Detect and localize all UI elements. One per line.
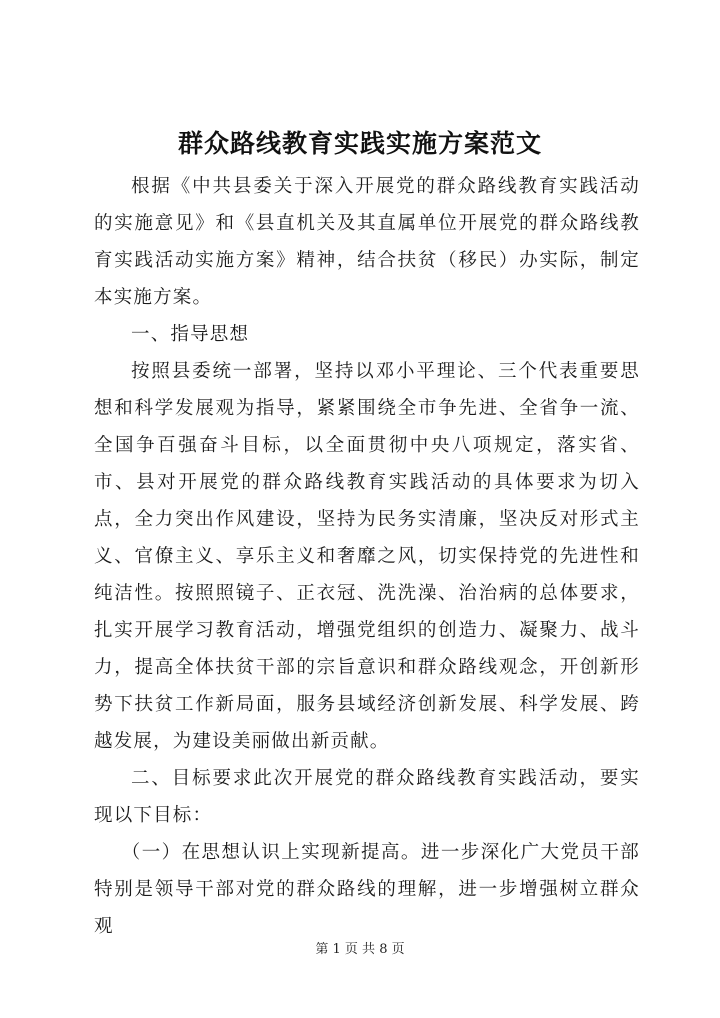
section-heading-goals: 二、目标要求此次开展党的群众路线教育实践活动，要实现以下目标： — [94, 768, 640, 826]
section-heading-guiding-ideology: 一、指导思想 — [131, 324, 250, 345]
document-title: 群众路线教育实践实施方案范文 — [177, 129, 542, 158]
paragraph-intro: 根据《中共县委关于深入开展党的群众路线教育实践活动的实施意见》和《县直机关及其直属单位开展党的群众路线教育实践活动实施方案》精神，结合扶贫（移民）办实际，制定本实施方案。 — [94, 176, 640, 308]
document-body — [94, 168, 640, 945]
paragraph-guiding-ideology: 按照县委统一部署，坚持以邓小平理论、三个代表重要思想和科学发展观为指导，紧紧围绕全市争先进、全省争一流、全国争百强奋斗目标，以全面贯彻中央八项规定，落实省、市、县对开展党的群众路线教育实践活动的具体要求为切入点，全力突出作风建设，坚持为民务实清廉，坚决反对形式主义、官僚主义、享乐主义和奢靡之风，切实保持党的先进性和纯洁性。按照照镜子、正衣冠、洗洗澡、治治病的总体要求，扎实开展学习教育活动，增强党组织的创造力、凝聚力、战斗力，提高全体扶贫干部的宗旨意识和群众路线观念，开创新形势下扶贫工作新局面，服务县域经济创新发展、科学发展、跨越发展，为建设美丽做出新贡献。 — [94, 361, 640, 752]
page-footer: 第 1 页 共 8 页 — [315, 942, 405, 957]
paragraph-goal-one: （一）在思想认识上实现新提高。进一步深化广大党员干部特别是领导干部对党的群众路线的理解，进一步增强树立群众观 — [94, 842, 640, 937]
